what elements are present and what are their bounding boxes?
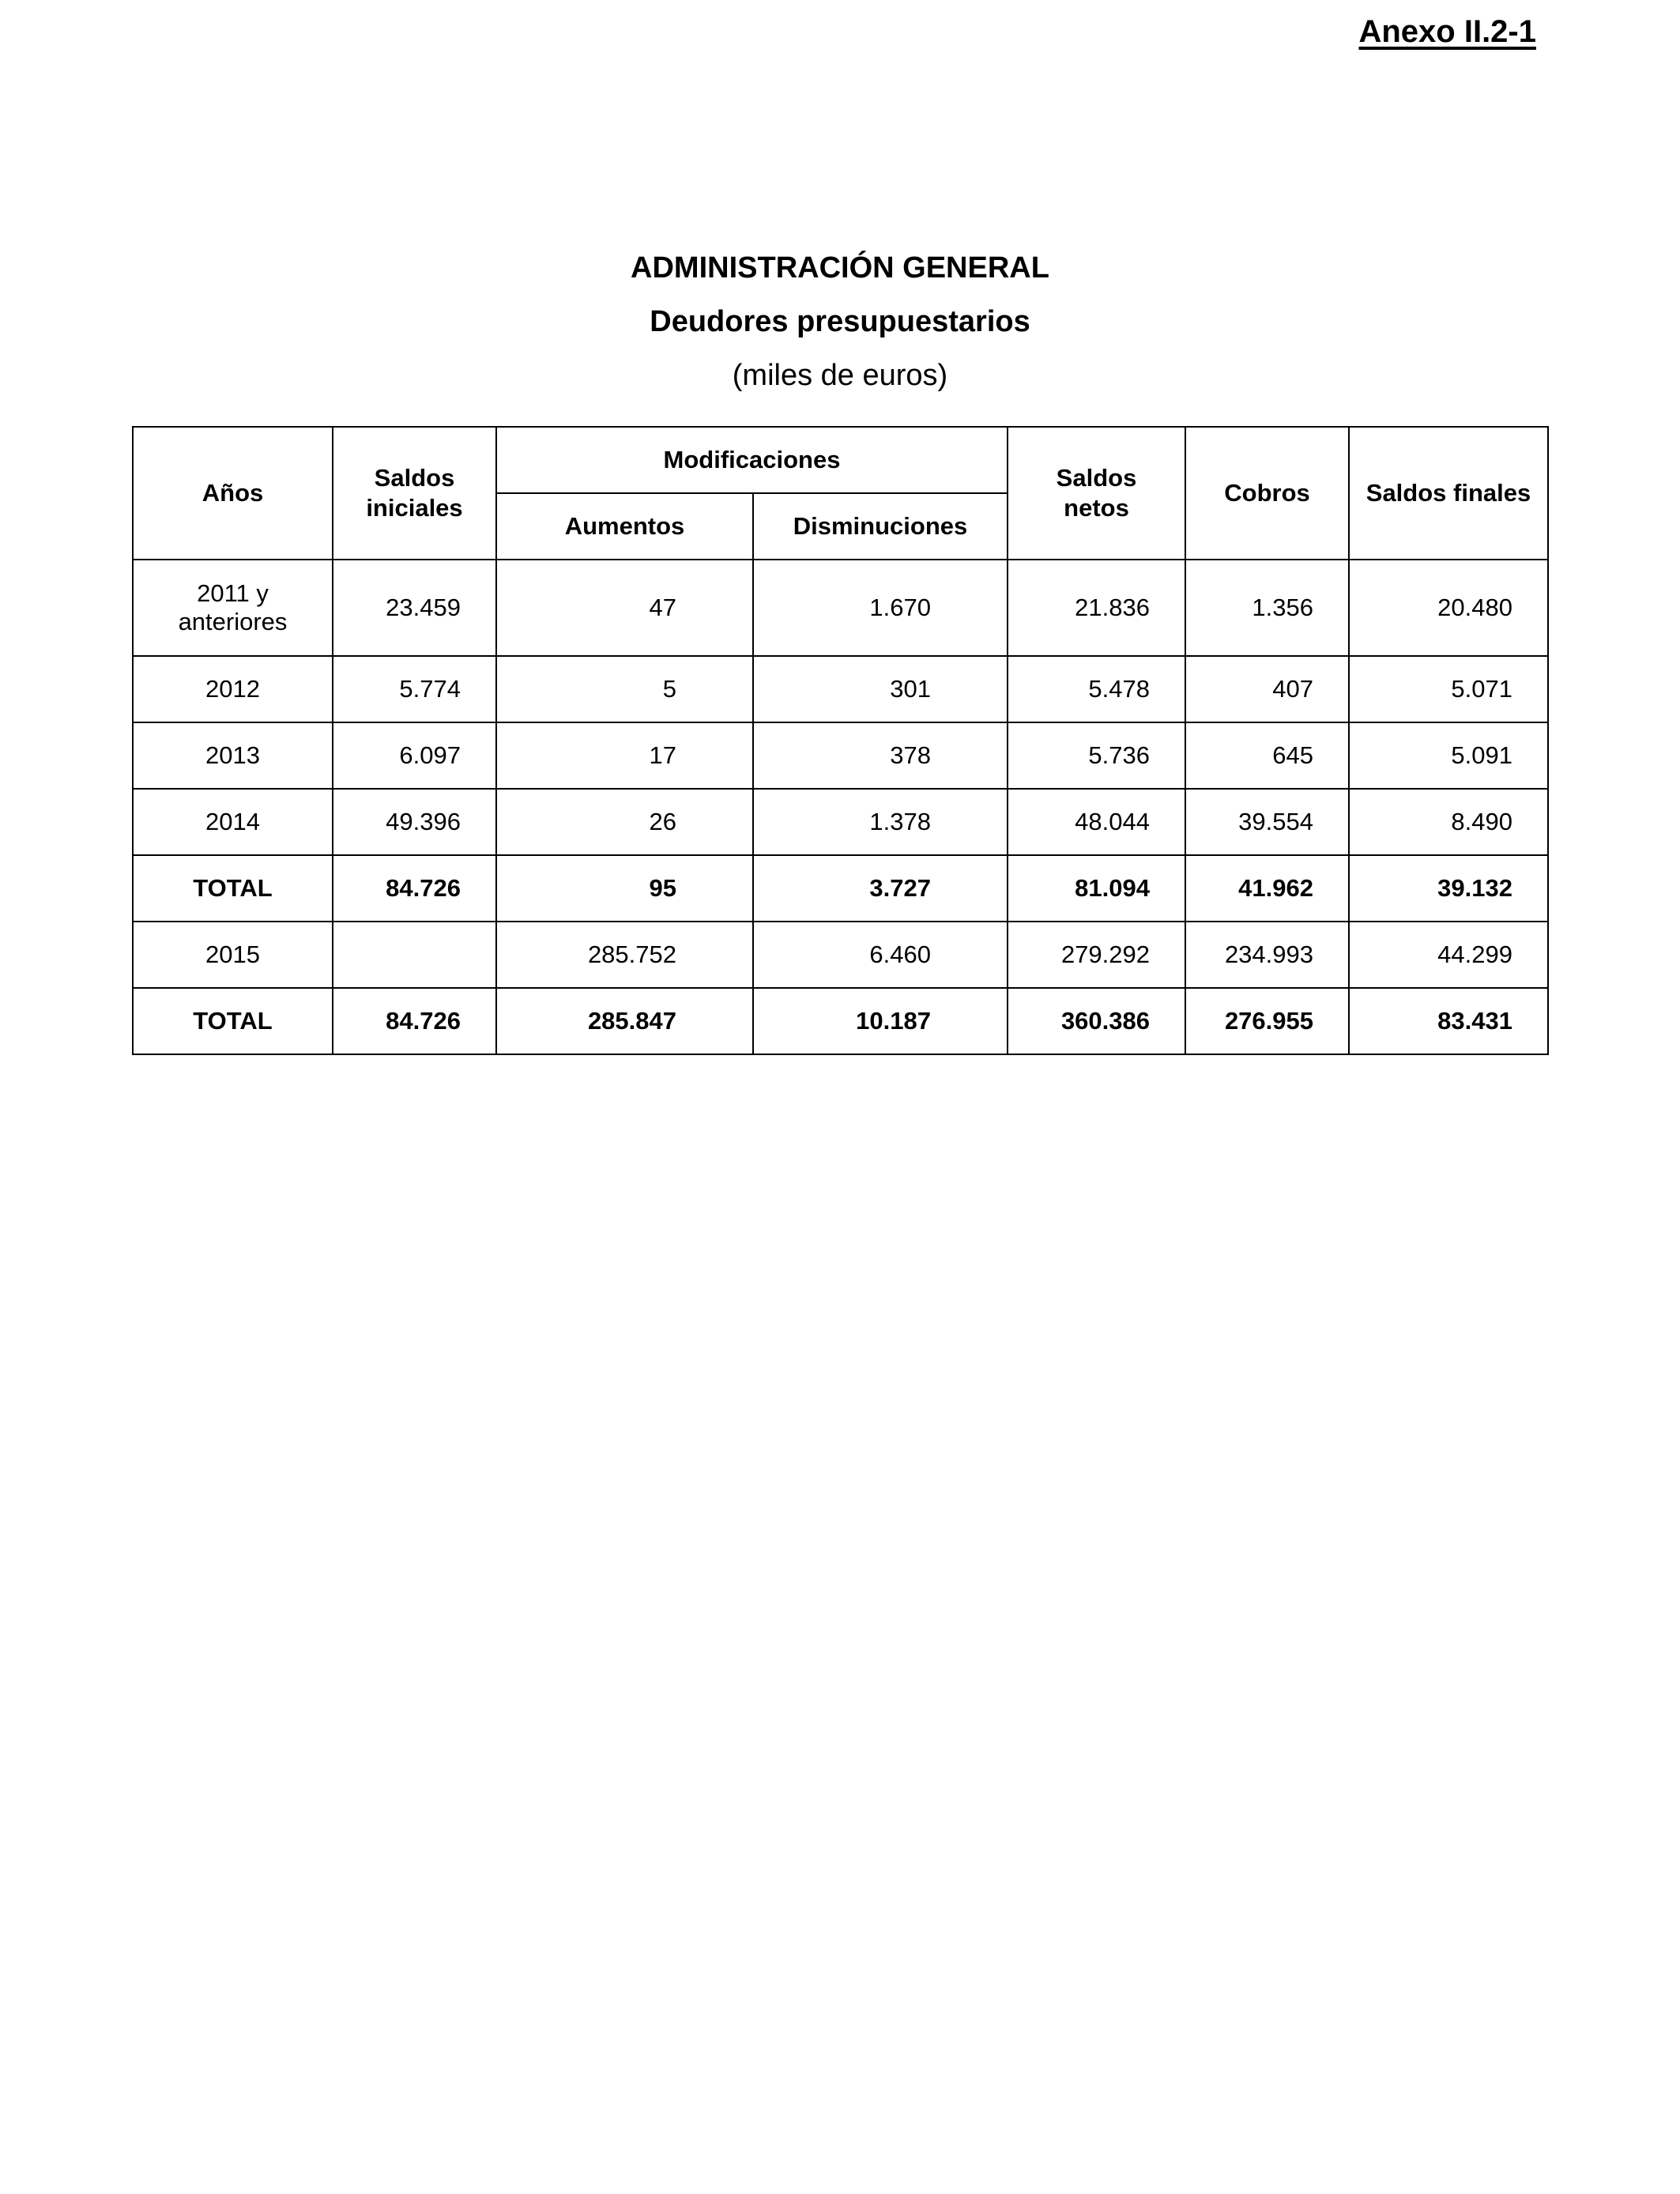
- initial-balance-cell: 49.396: [333, 789, 496, 855]
- increases-cell: 47: [496, 560, 753, 656]
- header-initial-line2: iniciales: [366, 494, 463, 522]
- year-label: 2015: [205, 941, 260, 968]
- net-balance-cell: 48.044: [1008, 789, 1185, 855]
- initial-balance-cell: 5.774: [333, 656, 496, 722]
- initial-balance-cell: 6.097: [333, 722, 496, 789]
- table-total-row: [133, 988, 1548, 1054]
- net-balance-cell: 360.386: [1008, 988, 1185, 1054]
- decreases-cell: 6.460: [753, 922, 1008, 988]
- increases-cell: 285.752: [496, 922, 753, 988]
- decreases-cell: 3.727: [753, 855, 1008, 922]
- header-net-line2: netos: [1064, 494, 1129, 522]
- year-cell: [133, 988, 333, 1054]
- increases-cell: 285.847: [496, 988, 753, 1054]
- collections-cell: 234.993: [1185, 922, 1349, 988]
- initial-balance-cell: 84.726: [333, 855, 496, 922]
- net-balance-cell: 21.836: [1008, 560, 1185, 656]
- final-balance-cell: 44.299: [1349, 922, 1548, 988]
- year-label: 2011 y: [197, 579, 269, 607]
- final-balance-cell: 5.071: [1349, 656, 1548, 722]
- initial-balance-cell: 84.726: [333, 988, 496, 1054]
- year-cell: [133, 789, 333, 855]
- annex-label: Anexo II.2-1: [1358, 14, 1536, 49]
- year-cell: [133, 560, 333, 656]
- year-cell: [133, 922, 333, 988]
- decreases-cell: 301: [753, 656, 1008, 722]
- header-modifications: Modificaciones: [496, 427, 1008, 493]
- collections-cell: 41.962: [1185, 855, 1349, 922]
- year-cell: [133, 656, 333, 722]
- increases-cell: 95: [496, 855, 753, 922]
- year-label: TOTAL: [193, 1007, 273, 1035]
- table-row: [133, 722, 1548, 789]
- net-balance-cell: 279.292: [1008, 922, 1185, 988]
- collections-cell: 645: [1185, 722, 1349, 789]
- units-note: (miles de euros): [732, 359, 948, 392]
- year-label: 2012: [205, 675, 260, 703]
- table-total-row: [133, 855, 1548, 922]
- final-balance-cell: 83.431: [1349, 988, 1548, 1054]
- initial-balance-cell: 23.459: [333, 560, 496, 656]
- table-row: [133, 560, 1548, 656]
- decreases-cell: 10.187: [753, 988, 1008, 1054]
- collections-cell: 39.554: [1185, 789, 1349, 855]
- header-collections: Cobros: [1185, 427, 1349, 560]
- header-increases: Aumentos: [496, 493, 753, 560]
- year-label: 2013: [205, 741, 260, 769]
- page-title: ADMINISTRACIÓN GENERAL: [631, 251, 1049, 285]
- table-body: [133, 560, 1548, 1054]
- collections-cell: 1.356: [1185, 560, 1349, 656]
- header-net-balances: [1008, 427, 1185, 560]
- final-balance-cell: 5.091: [1349, 722, 1548, 789]
- header-decreases: Disminuciones: [753, 493, 1008, 560]
- year-label: anteriores: [178, 608, 288, 635]
- collections-cell: 407: [1185, 656, 1349, 722]
- header-initial-line1: Saldos: [374, 464, 455, 492]
- initial-balance-cell: [333, 922, 496, 988]
- collections-cell: 276.955: [1185, 988, 1349, 1054]
- final-balance-cell: 39.132: [1349, 855, 1548, 922]
- year-cell: [133, 722, 333, 789]
- final-balance-cell: 20.480: [1349, 560, 1548, 656]
- increases-cell: 5: [496, 656, 753, 722]
- header-row-top: [133, 427, 1548, 493]
- year-label: 2014: [205, 808, 260, 835]
- header-final-balances: Saldos finales: [1349, 427, 1548, 560]
- final-balance-cell: 8.490: [1349, 789, 1548, 855]
- decreases-cell: 1.670: [753, 560, 1008, 656]
- increases-cell: 26: [496, 789, 753, 855]
- decreases-cell: 1.378: [753, 789, 1008, 855]
- decreases-cell: 378: [753, 722, 1008, 789]
- net-balance-cell: 5.478: [1008, 656, 1185, 722]
- header-net-line1: Saldos: [1056, 464, 1137, 492]
- increases-cell: 17: [496, 722, 753, 789]
- heading-block: [0, 241, 1680, 402]
- year-label: TOTAL: [193, 874, 273, 902]
- table-row: [133, 789, 1548, 855]
- debtors-table: [132, 426, 1549, 1055]
- table-row: [133, 922, 1548, 988]
- header-initial-balances: [333, 427, 496, 560]
- net-balance-cell: 5.736: [1008, 722, 1185, 789]
- year-cell: [133, 855, 333, 922]
- header-years: Años: [133, 427, 333, 560]
- page-subtitle: Deudores presupuestarios: [650, 305, 1030, 338]
- table-row: [133, 656, 1548, 722]
- net-balance-cell: 81.094: [1008, 855, 1185, 922]
